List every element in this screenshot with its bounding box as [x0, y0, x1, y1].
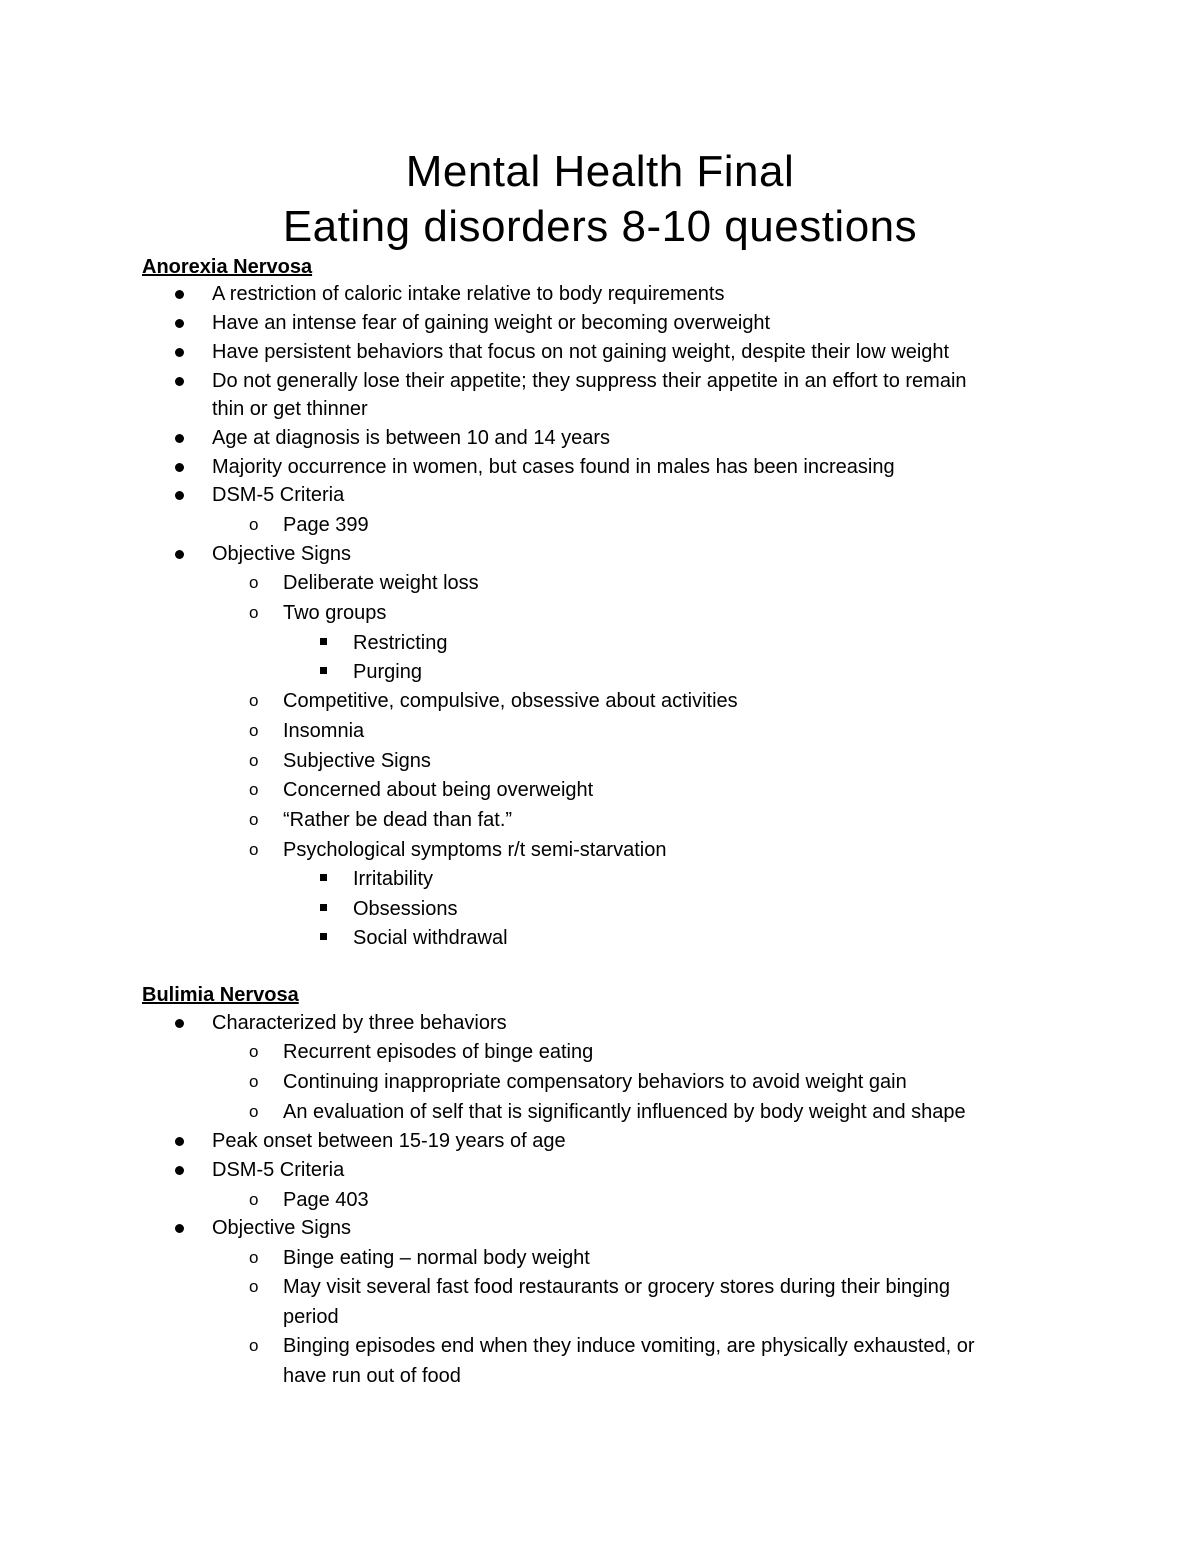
- bullet-dot: [175, 1019, 184, 1028]
- bullet-dot: [175, 550, 184, 559]
- list-item: Have an intense fear of gaining weight or becoming overweight: [212, 312, 771, 334]
- bullet-circle: o: [249, 1248, 259, 1267]
- list-item-continued: thin or get thinner: [212, 398, 368, 420]
- sub-sub-list-item: Obsessions: [353, 898, 458, 920]
- sub-list-item: Page 399: [283, 514, 369, 536]
- bullet-circle: o: [249, 1102, 259, 1121]
- bullet-circle: o: [249, 840, 259, 859]
- bullet-dot: [175, 1224, 184, 1233]
- sub-sub-list-item: Irritability: [353, 868, 434, 890]
- bullet-square: [320, 874, 327, 881]
- sub-list-item: Deliberate weight loss: [283, 572, 479, 594]
- bullet-circle: o: [249, 721, 259, 740]
- list-item: DSM-5 Criteria: [212, 1159, 345, 1181]
- sub-sub-list-item: Social withdrawal: [353, 927, 508, 949]
- bullet-dot: [175, 290, 184, 299]
- list-item: Characterized by three behaviors: [212, 1012, 507, 1034]
- bullet-dot: [175, 319, 184, 328]
- bullet-dot: [175, 491, 184, 500]
- bullet-circle: o: [249, 1277, 259, 1296]
- sub-list-item: Insomnia: [283, 720, 365, 742]
- bullet-dot: [175, 434, 184, 443]
- document-title: Mental Health Final: [405, 147, 795, 196]
- sub-list-item: Continuing inappropriate compensatory behaviors to avoid weight gain: [283, 1071, 907, 1093]
- sub-list-item-continued: have run out of food: [283, 1365, 461, 1387]
- sub-list-item: Page 403: [283, 1189, 369, 1211]
- bullet-circle: o: [249, 810, 259, 829]
- bullet-circle: o: [249, 1336, 259, 1355]
- list-item: Do not generally lose their appetite; they suppress their appetite in an effort to remain: [212, 370, 967, 392]
- sub-list-item: “Rather be dead than fat.”: [283, 809, 513, 831]
- sub-list-item-continued: period: [283, 1306, 339, 1328]
- bullet-circle: o: [249, 780, 259, 799]
- bullet-dot: [175, 348, 184, 357]
- list-item: Have persistent behaviors that focus on not gaining weight, despite their low weight: [212, 341, 950, 363]
- bullet-circle: o: [249, 1042, 259, 1061]
- sub-sub-list-item: Purging: [353, 661, 422, 683]
- bullet-dot: [175, 1137, 184, 1146]
- sub-list-item: Binge eating – normal body weight: [283, 1247, 590, 1269]
- sub-list-item: Psychological symptoms r/t semi-starvation: [283, 839, 667, 861]
- bullet-dot: [175, 377, 184, 386]
- bullet-square: [320, 638, 327, 645]
- sub-list-item: An evaluation of self that is significantly influenced by body weight and shape: [283, 1101, 966, 1123]
- sub-list-item: Concerned about being overweight: [283, 779, 594, 801]
- sub-list-item: Competitive, compulsive, obsessive about activities: [283, 690, 738, 712]
- list-item: Age at diagnosis is between 10 and 14 years: [212, 427, 611, 449]
- list-item: Majority occurrence in women, but cases found in males has been increasing: [212, 456, 895, 478]
- bullet-circle: o: [249, 603, 259, 622]
- bullet-circle: o: [249, 515, 259, 534]
- list-item: A restriction of caloric intake relative to body requirements: [212, 283, 725, 305]
- bullet-square: [320, 933, 327, 940]
- sub-list-item: Subjective Signs: [283, 750, 431, 772]
- sub-list-item: Binging episodes end when they induce vomiting, are physically exhausted, or: [283, 1335, 975, 1357]
- sub-list-item: May visit several fast food restaurants or grocery stores during their binging: [283, 1276, 950, 1298]
- list-item: Objective Signs: [212, 1217, 351, 1239]
- bullet-circle: o: [249, 1190, 259, 1209]
- list-item: Objective Signs: [212, 543, 351, 565]
- bullet-square: [320, 667, 327, 674]
- bullet-dot: [175, 1166, 184, 1175]
- list-item: Peak onset between 15-19 years of age: [212, 1130, 566, 1152]
- list-item: DSM-5 Criteria: [212, 484, 345, 506]
- sub-sub-list-item: Restricting: [353, 632, 448, 654]
- bullet-dot: [175, 463, 184, 472]
- sub-list-item: Recurrent episodes of binge eating: [283, 1041, 594, 1063]
- bullet-circle: o: [249, 751, 259, 770]
- document-subtitle: Eating disorders 8-10 questions: [282, 202, 918, 251]
- section-heading-anorexia: Anorexia Nervosa: [142, 256, 313, 278]
- sub-list-item: Two groups: [283, 602, 387, 624]
- bullet-circle: o: [249, 691, 259, 710]
- bullet-circle: o: [249, 1072, 259, 1091]
- bullet-square: [320, 904, 327, 911]
- section-heading-bulimia: Bulimia Nervosa: [142, 984, 299, 1006]
- bullet-circle: o: [249, 573, 259, 592]
